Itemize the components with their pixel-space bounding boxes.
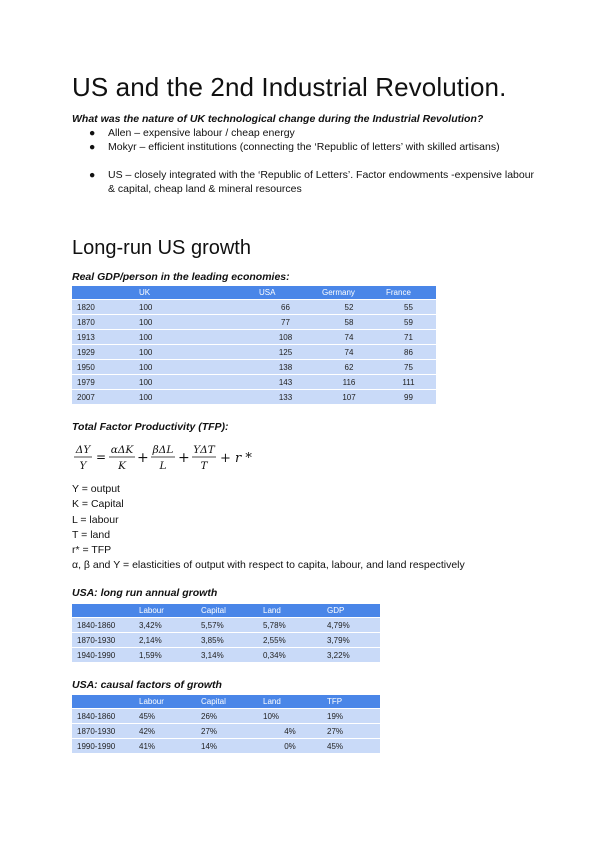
tfp-heading: Total Factor Productivity (TFP): (72, 421, 229, 433)
formula-denominator: T (200, 460, 208, 472)
table-row: 1950 100 138 62 75 (72, 360, 436, 375)
formula-denominator: Y (79, 460, 87, 472)
list-item: ● Allen – expensive labour / cheap energy (89, 127, 295, 139)
growth-heading: USA: long run annual growth (72, 587, 218, 599)
definition-line: r* = TFP (72, 544, 112, 557)
formula-numerator: ΔY (75, 444, 91, 456)
column-header: Land (258, 604, 322, 618)
formula-numerator: βΔL (152, 444, 174, 456)
variable-definitions (72, 482, 465, 574)
column-header (72, 286, 134, 300)
column-header: France (381, 286, 436, 300)
list-item: ● US – closely integrated with the ‘Republic of Letters’. Factor endowments -expensive labour & capital, cheap land & mineral resources (89, 169, 535, 195)
section-title: Long-run US growth (72, 237, 251, 259)
column-header: Germany (317, 286, 381, 300)
column-header: TFP (322, 695, 380, 709)
table-row: 2007 100 133 107 99 (72, 390, 436, 405)
column-header: USA (254, 286, 317, 300)
table-row: 1870 100 77 58 59 (72, 315, 436, 330)
question-heading: What was the nature of UK technological change during the Industrial Revolution? (72, 113, 484, 125)
table-row: 1990-1990 41% 14% 0% 45% (72, 739, 380, 754)
column-header (72, 695, 134, 709)
table-row: 1870-1930 42% 27% 4% 27% (72, 724, 380, 739)
table-row: 1820 100 66 52 55 (72, 300, 436, 315)
table-row: 1840-1860 3,42% 5,57% 5,78% 4,79% (72, 618, 380, 633)
table-header-row (72, 695, 380, 709)
formula-plus: + (178, 450, 190, 466)
causal-heading: USA: causal factors of growth (72, 679, 222, 691)
list-item: ● Mokyr – efficient institutions (connecting the ‘Republic of letters’ with skilled artisans) (89, 141, 500, 153)
table-header-row (72, 604, 380, 618)
table-row: 1840-1860 45% 26% 10% 19% (72, 709, 380, 724)
column-header: Land (258, 695, 322, 709)
definition-line: T = land (72, 528, 111, 541)
bullet-icon: ● (89, 169, 96, 181)
definition-line: Y = output (72, 483, 120, 495)
column-header: Capital (196, 695, 258, 709)
formula-numerator: ΥΔT (193, 444, 215, 456)
table-header-row (72, 286, 436, 300)
column-header (72, 604, 134, 618)
formula-tail: + r * (220, 451, 252, 466)
table-row: 1940-1990 1,59% 3,14% 0,34% 3,22% (72, 648, 380, 663)
bullet-list-top (72, 126, 542, 196)
table-row: 1929 100 125 74 86 (72, 345, 436, 360)
formula-equals: = (96, 450, 107, 464)
table-row: 1979 100 143 116 111 (72, 375, 436, 390)
bullet-icon: ● (89, 141, 96, 153)
table-row: 1913 100 108 74 71 (72, 330, 436, 345)
column-header: GDP (322, 604, 380, 618)
causal-table (72, 695, 380, 753)
column-header: Labour (134, 695, 196, 709)
page-title: US and the 2nd Industrial Revolution. (72, 72, 507, 102)
column-header: Labour (134, 604, 196, 618)
bullet-icon: ● (89, 127, 96, 139)
spacer (72, 154, 542, 168)
definition-line: α, β and Υ = elasticities of output with respect to capita, labour, and land respectively (72, 559, 465, 572)
growth-table (72, 604, 380, 662)
column-header: UK (134, 286, 254, 300)
formula-denominator: K (118, 460, 126, 472)
gdp-table (72, 286, 436, 404)
formula-plus: + (137, 450, 149, 466)
formula-denominator: L (159, 460, 167, 472)
column-header: Capital (196, 604, 258, 618)
tfp-formula (72, 441, 272, 475)
definition-line: L = labour (72, 513, 119, 526)
formula-numerator: αΔK (110, 444, 134, 456)
gdp-heading: Real GDP/person in the leading economies: (72, 271, 290, 283)
table-row: 1870-1930 2,14% 3,85% 2,55% 3,79% (72, 633, 380, 648)
definition-line: K = Capital (72, 498, 124, 511)
